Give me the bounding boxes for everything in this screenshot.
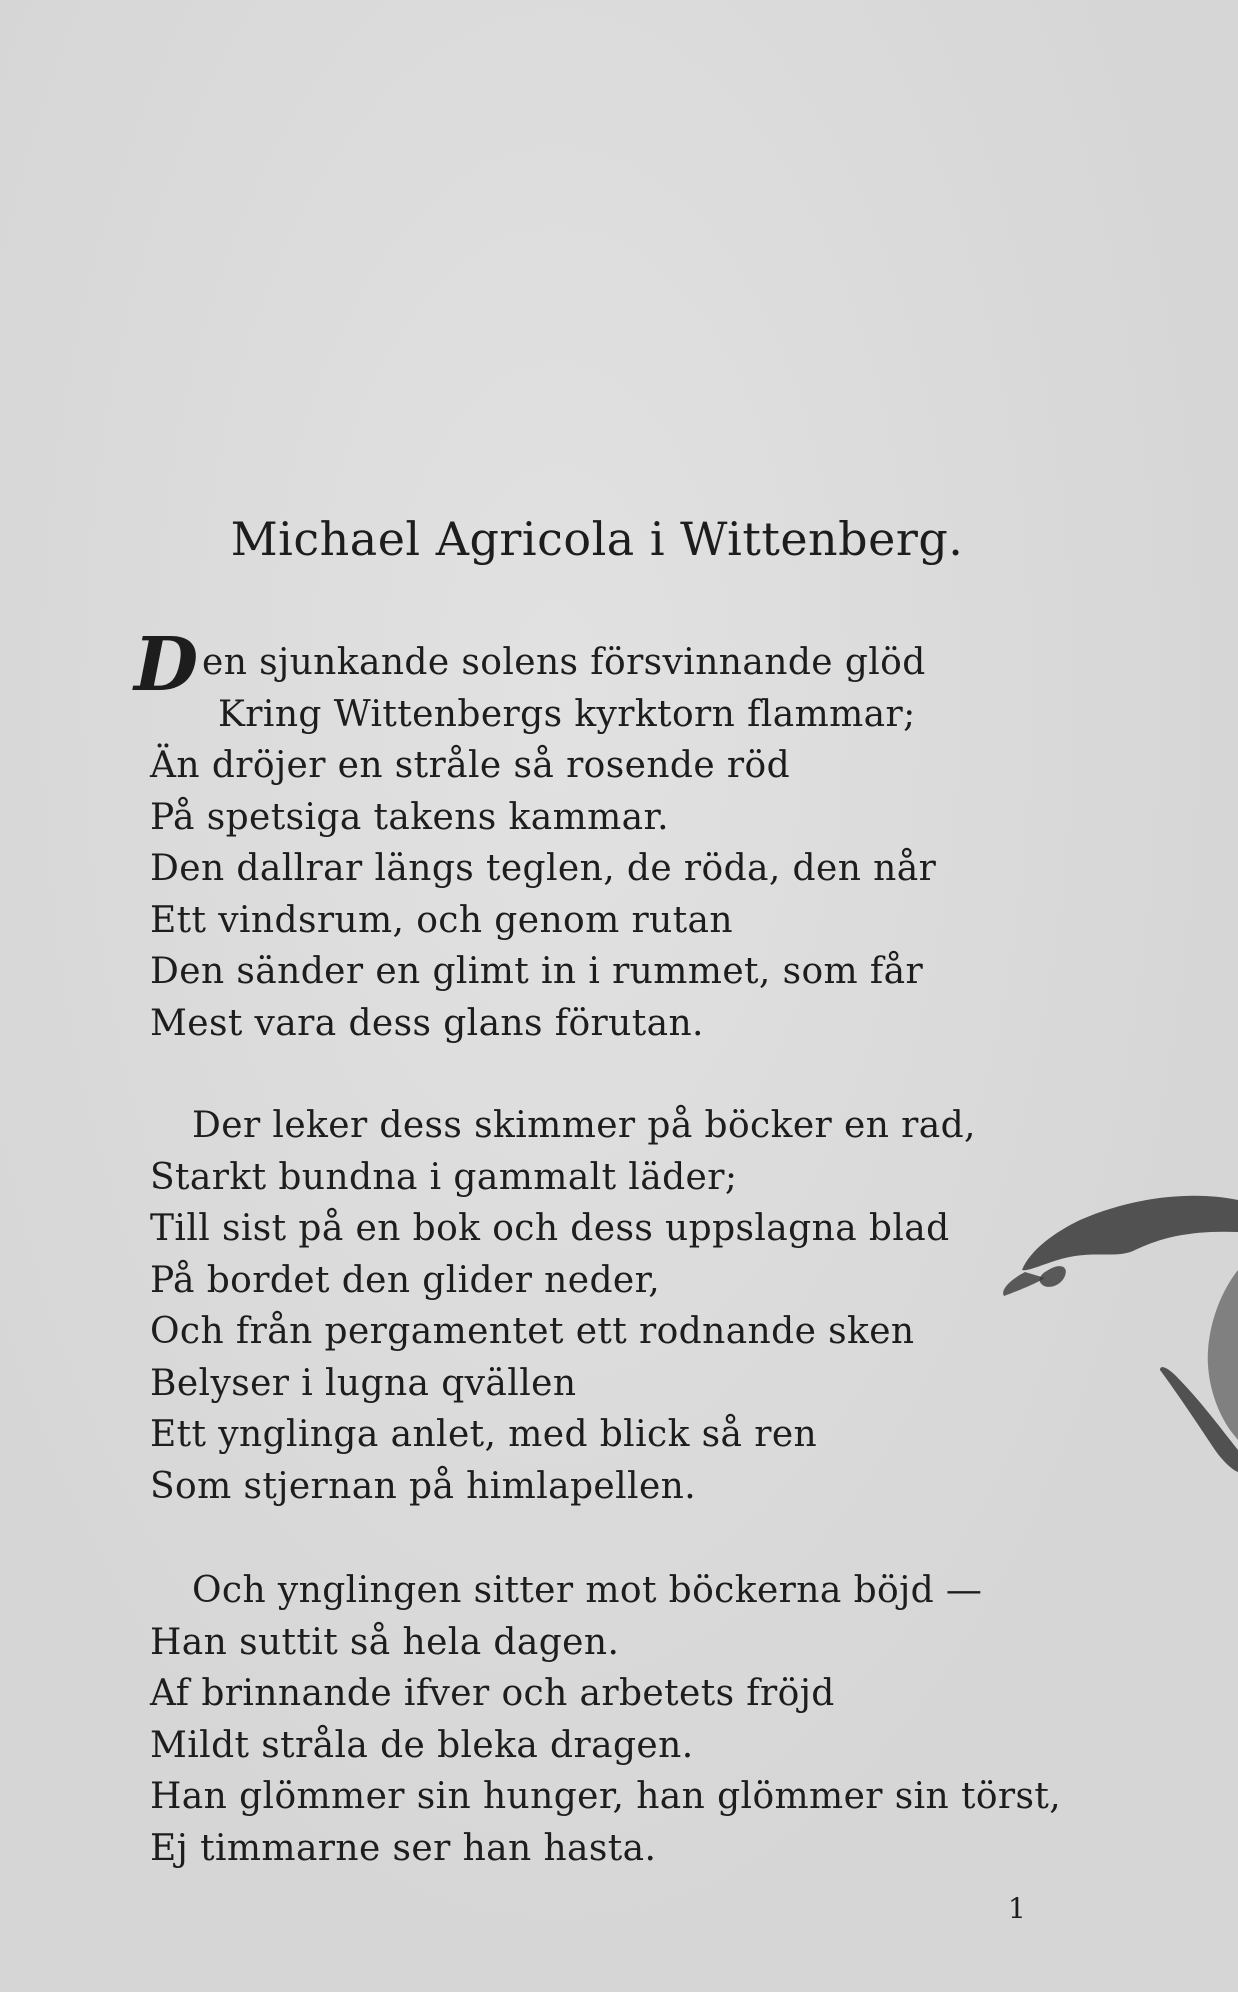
verse-line: Till sist på en bok och dess uppslagna blad <box>150 1208 950 1249</box>
verse-line: Kring Wittenbergs kyrktorn flammar; <box>218 693 916 735</box>
verse-line: Mest vara dess glans förutan. <box>150 1002 704 1044</box>
verse-line: Han glömmer sin hunger, han glömmer sin törst, <box>150 1776 1062 1817</box>
stanza-2 <box>150 1100 976 1512</box>
verse-line: Som stjernan på himlapellen. <box>150 1465 697 1507</box>
page-number: 1 <box>1008 1892 1026 1925</box>
poem-title: Michael Agricola i Wittenberg. <box>230 512 964 566</box>
verse-line: Och ynglingen sitter mot böckerna böjd — <box>192 1570 983 1611</box>
verse-line: Ej timmarne ser han hasta. <box>150 1827 657 1869</box>
verse-line: Och från pergamentet ett rodnande sken <box>150 1311 915 1352</box>
verse-line: Der leker dess skimmer på böcker en rad, <box>192 1105 976 1146</box>
verse-line: Ett ynglinga anlet, med blick så ren <box>150 1414 818 1455</box>
verse-line: Han suttit så hela dagen. <box>150 1621 620 1663</box>
verse-line: På bordet den glider neder, <box>150 1259 661 1301</box>
drop-cap-initial: D <box>134 622 199 708</box>
verse-line: en sjunkande solens försvinnande glöd <box>202 642 926 683</box>
stanza-1 <box>150 637 936 1049</box>
verse-line: Den dallrar längs teglen, de röda, den når <box>150 848 937 889</box>
verse-line: På spetsiga takens kammar. <box>150 796 670 838</box>
verse-line: Den sänder en glimt in i rummet, som får <box>150 951 924 992</box>
stanza-3 <box>150 1565 1061 1874</box>
ink-stain <box>960 1180 1238 1500</box>
verse-line: Ett vindsrum, och genom rutan <box>150 899 733 941</box>
verse-line: Mildt stråla de bleka dragen. <box>150 1724 694 1766</box>
verse-line: Belyser i lugna qvällen <box>150 1362 577 1404</box>
verse-line: Af brinnande ifver och arbetets fröjd <box>150 1673 835 1714</box>
verse-line: Än dröjer en stråle så rosende röd <box>150 745 791 786</box>
verse-line: Starkt bundna i gammalt läder; <box>150 1156 738 1198</box>
